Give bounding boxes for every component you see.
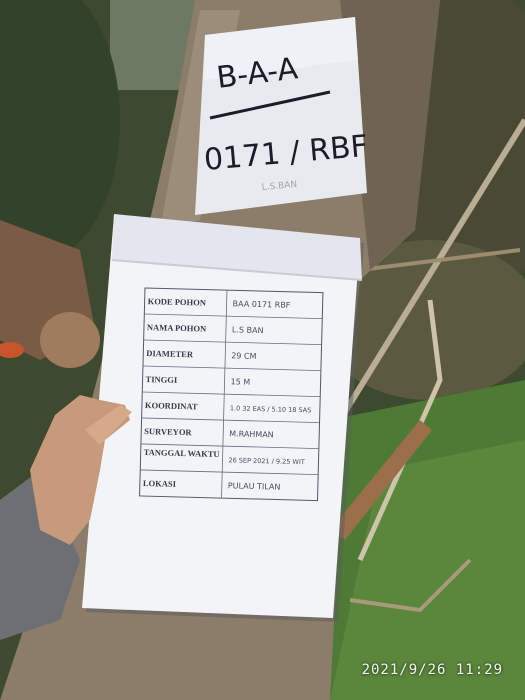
log-end [40,312,100,368]
form-row-value: 15 M [230,377,251,387]
form-row-value: 26 SEP 2021 / 9.25 WIT [228,456,305,467]
form-row-value: M.RAHMAN [229,429,274,440]
form-row-label: LOKASI [142,478,177,489]
form-row-label: DIAMETER [146,348,194,360]
form-row-value: PULAU TILAN [227,481,281,492]
form-row-label: TINGGI [145,374,178,385]
form-row-label: KODE POHON [147,296,207,308]
form-row-label: SURVEYOR [144,426,192,438]
photo-timestamp: 2021/9/26 11:29 [361,662,503,678]
form-row-value: BAA 0171 RBF [232,299,291,310]
tag-faint-text: L.S.BAN [261,179,298,193]
form-row-label: NAMA POHON [146,322,207,334]
form-row-value: L.S BAN [231,325,264,336]
form-row-value: 29 CM [231,351,257,361]
form-row-label: KOORDINAT [144,400,198,412]
tag-line-2: 0171 / RBF [202,128,370,178]
tree-tag [195,17,369,215]
form-row-value: 1.0 32 EAS / 5.10 18 SAS [229,404,312,415]
form-row-label: TANGGAL WAKTU [143,447,220,460]
tag-line-1: B-A-A [214,51,300,96]
